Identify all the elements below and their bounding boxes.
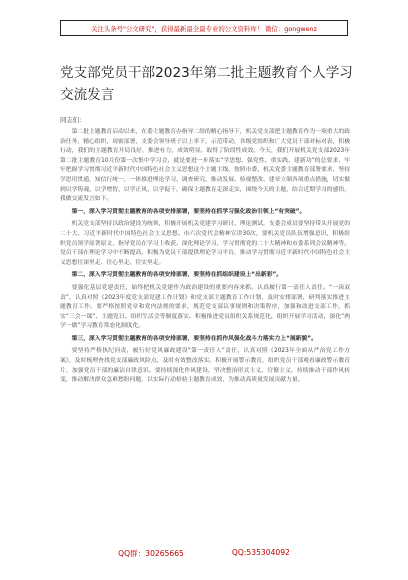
section-heading: 第三，深入学习贯彻主题教育的各项安排部署，要坚持在抓作风强化战斗力落实力上“展新貌”。 — [71, 335, 317, 342]
greeting: 同志们： — [60, 116, 86, 124]
body-paragraph: 第二批主题教育启动以来，在委主题教育办指导二组的精心指导下，机关党支部把主题教育作为一项重大的政治任务，精心组织、周密部署，支委会领导班子以上率下，示范带动，各级党组织和广大党员干部对标对表，积极行动，我们的主题教育开局良好，推进有力，成效明显。取得了阶段性成效。今天，我们开展机关党支部2023年第二批主题教育10月份第一次集中学习会，就是要进一步落实“学思想、强党性、重实践、建新功”的总要求，牢牢把握学习贯彻习近平新时代中国特色社会主义思想这个主题主线，按照市委、机关党委主题教育部署要求，坚持学思用贯通，知信行统一，一体推进理论学习、调查研究、推动发展、检视整改、建章立制各项重点措施，切实做到以学铸魂、以学增智、以学正风、以学促干，确保主题教育走深走实，围绕今天的主题，结合近期学习的感悟，我做交流发言如下。 — [60, 129, 350, 203]
body-paragraph: 机关党支部坚持以政治建设为统领，积极开展机关党建学习研讨、理论测试，支委会成员要坚持带头开展党的二十大、习近平新时代中国特色社会主义思想。市六次党代会精神宣讲30次，要机关党员队伍增强意识，积极组织党员领学原著原文，指导党员在学习上收获。深化理论学习，学习贯彻党的二十大精神和市委系列会议精神等。党员干部在理论学习中不断提高，积极为党员干部提供理论学习平台，推动学习贯彻习近平新时代中国特色社会主义思想往深里走、往心里走、往实里走。 — [60, 221, 350, 266]
section-heading: 第一，深入学习贯彻主题教育的各项安排部署，要坚持在抓学习强化政治引领上“有突破”。 — [71, 208, 306, 215]
qq-group-contact: QQ群：30265665 — [118, 549, 184, 558]
document-title: 党支部党员干部2023年第二批主题教育个人学习交流发言 — [60, 65, 353, 103]
document-body — [60, 128, 350, 389]
footer — [0, 548, 408, 559]
section-heading: 第二，深入学习贯彻主题教育的各项安排部署，要坚持在抓组织建设上“出新彩”。 — [71, 272, 283, 279]
header-banner: 关注头条号"公文研究"，获得最新最全最专业的公文资料库！ 微信：gongwenz — [60, 20, 348, 36]
qq-contact: QQ:535304092 — [231, 548, 290, 557]
body-paragraph: 要坚持严格执纪问责，履行好党风廉政建设“第一责任人”责任，认真对照《2023年全面从严治党工作方案》，及时梳理查找党支部廉政风险点，及时有效整改落实。积极开展警示教育，组织党员干部观看廉政警示教育片，加强党员干部的廉洁自律意识。要持续深化作风建设，坚决整治形式主义、官僚主义，持续推动干部作风转变，推动解决群众急难愁盼问题，以实际行动检验主题教育成效，为推动高质量发展贡献力量。 — [60, 348, 350, 384]
body-paragraph: 要强化基层党建责任，始终把机关党建作为政治建设的重要内容来抓，认真履行第一责任人责任。“一岗双责”，认真对照《2023年度党支部党建工作计划》和党支部主题教育工作计划，及时安排部署，研判落实推进主题教育工作。要严格按照党章和党内法规的要求，规范党支部议事规则和决策程序，加强和改进支部工作，抓实“三会一课”、主题党日、组织生活会等制度落实。积极推进党员组织关系规范化，组织开展学习活动，深化“两学一做”学习教育常态化制度化。 — [60, 284, 350, 330]
